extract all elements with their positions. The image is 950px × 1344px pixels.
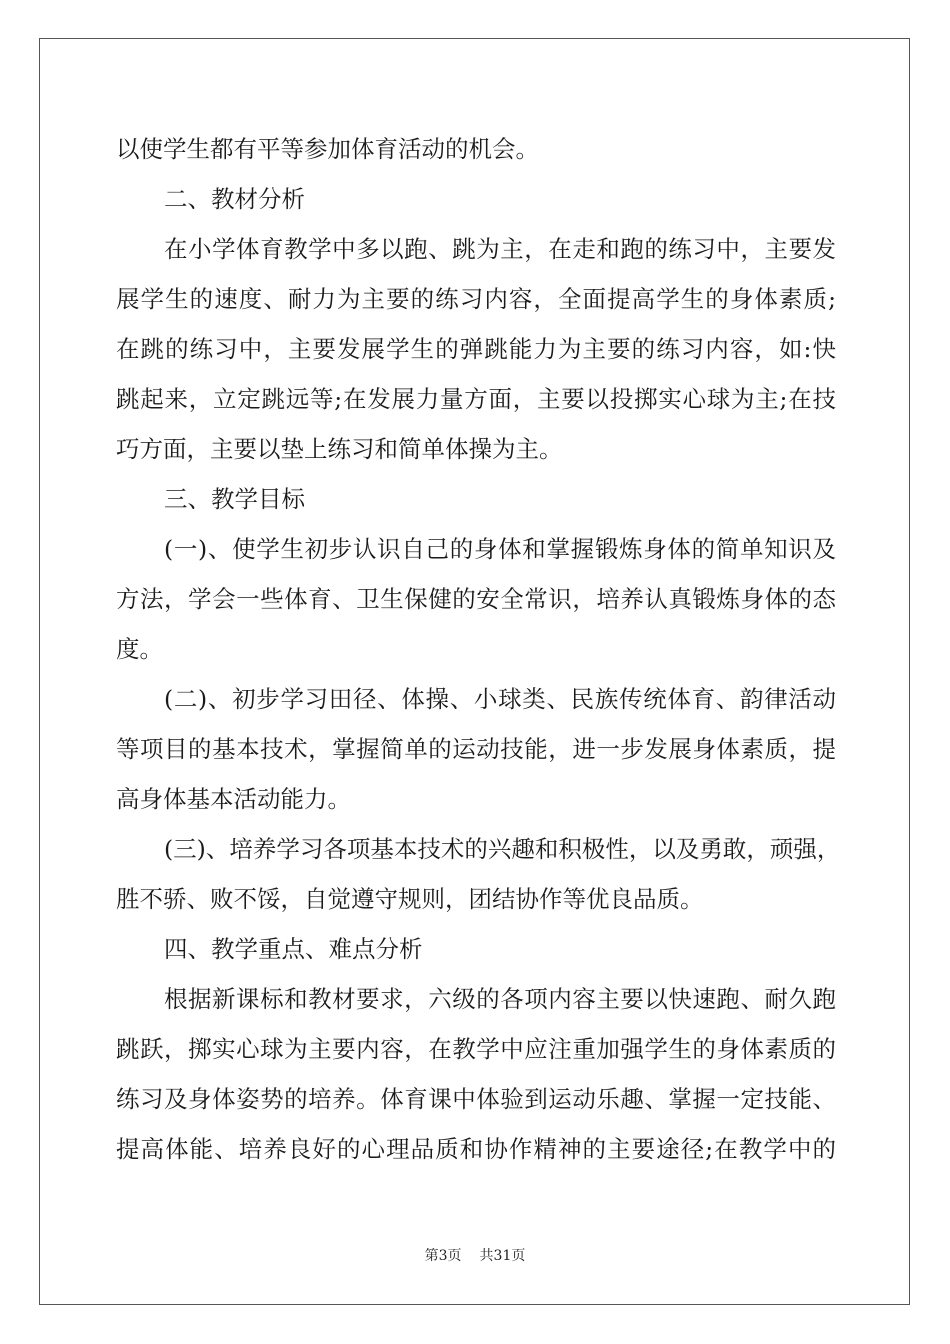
- page-total: 共31页: [479, 1248, 526, 1264]
- text-line: (二)、初步学习田径、体操、小球类、民族传统体育、韵律活动: [164, 685, 836, 713]
- text-line: 练习及身体姿势的培养。体育课中体验到运动乐趣、掌握一定技能、: [116, 1085, 836, 1113]
- text-line: 等项目的基本技术，掌握简单的运动技能，进一步发展身体素质，提: [116, 735, 836, 763]
- text-line: (一)、使学生初步认识自己的身体和掌握锻炼身体的简单知识及: [164, 535, 836, 563]
- text-line: 度。: [116, 635, 163, 663]
- page-number: 第3页: [424, 1248, 462, 1264]
- text-line: 根据新课标和教材要求，六级的各项内容主要以快速跑、耐久跑: [164, 985, 836, 1013]
- text-line: 在跳的练习中，主要发展学生的弹跳能力为主要的练习内容，如:快: [116, 335, 836, 363]
- section-heading: 四、教学重点、难点分析: [164, 935, 423, 963]
- section-heading: 三、教学目标: [164, 485, 305, 513]
- page-footer: [0, 1246, 950, 1266]
- text-line: 跳跃，掷实心球为主要内容，在教学中应注重加强学生的身体素质的: [116, 1035, 836, 1063]
- text-line: 方法，学会一些体育、卫生保健的安全常识，培养认真锻炼身体的态: [116, 585, 836, 613]
- text-line: 跳起来，立定跳远等;在发展力量方面，主要以投掷实心球为主;在技: [116, 385, 836, 413]
- text-line: 胜不骄、败不馁，自觉遵守规则，团结协作等优良品质。: [116, 885, 704, 913]
- section-heading: 二、教材分析: [164, 185, 305, 213]
- text-line: 巧方面，主要以垫上练习和简单体操为主。: [116, 435, 563, 463]
- text-line: 以使学生都有平等参加体育活动的机会。: [116, 135, 539, 163]
- text-line: 高身体基本活动能力。: [116, 785, 351, 813]
- text-line: 在小学体育教学中多以跑、跳为主，在走和跑的练习中，主要发: [164, 235, 836, 263]
- text-line: 展学生的速度、耐力为主要的练习内容，全面提高学生的身体素质;: [116, 285, 836, 313]
- text-line: 提高体能、培养良好的心理品质和协作精神的主要途径;在教学中的: [116, 1135, 836, 1163]
- text-line: (三)、培养学习各项基本技术的兴趣和积极性，以及勇敢，顽强，: [164, 835, 841, 863]
